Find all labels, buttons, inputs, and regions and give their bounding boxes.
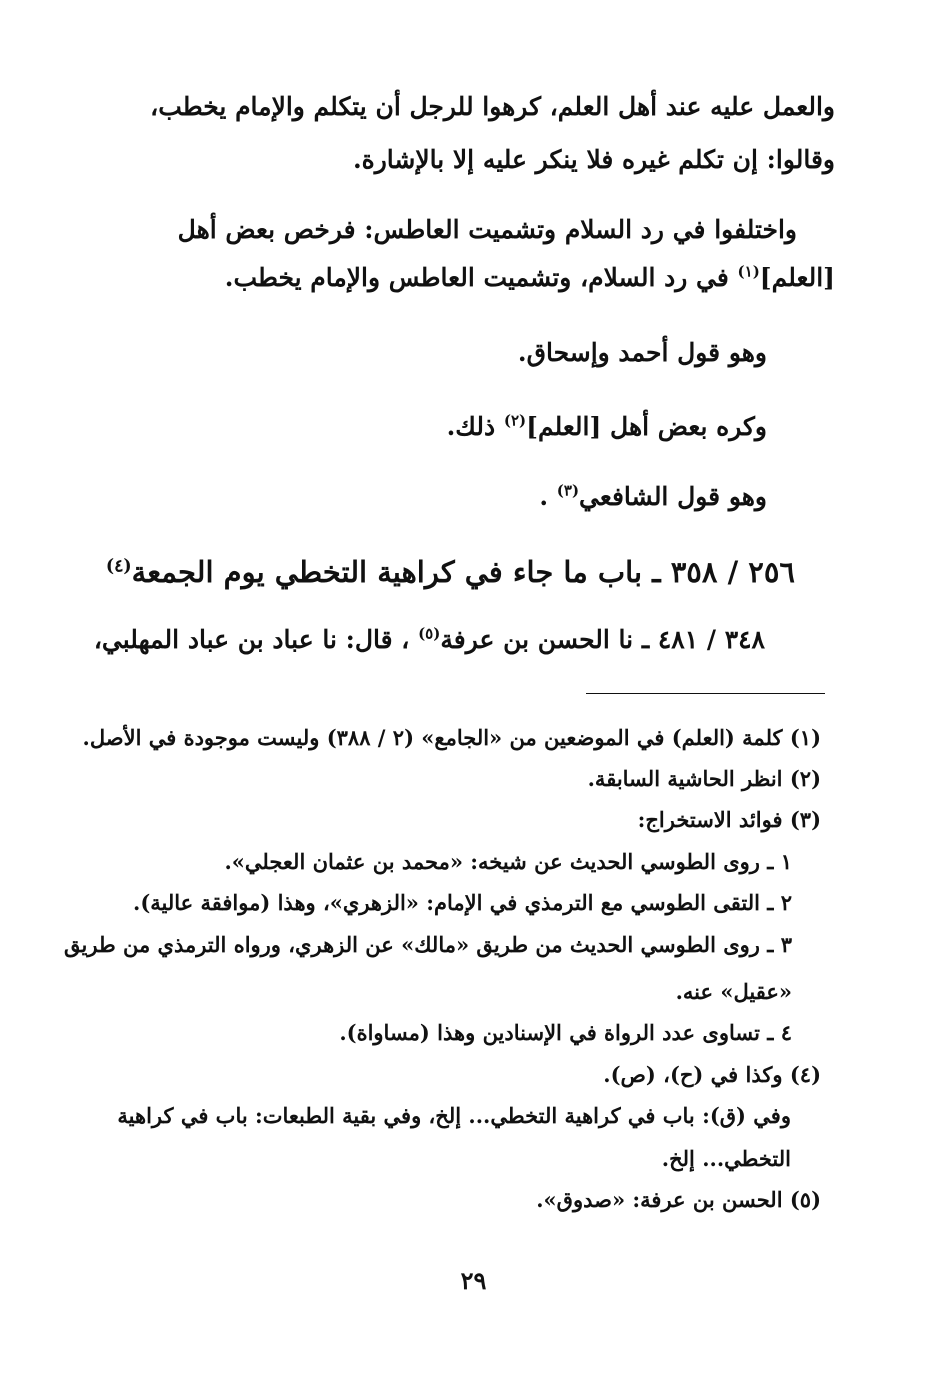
footnote-ref-5: (٥) bbox=[418, 624, 441, 643]
paragraph-2-line-2 bbox=[225, 263, 835, 292]
paragraph-2-rest: في رد السلام، وتشميت العاطس والإمام يخطب. bbox=[224, 263, 738, 292]
hadith-text: ٣٤٨ / ٤٨١ ـ نا الحسن بن عرفة bbox=[440, 625, 765, 654]
footnote-ref-4: (٤) bbox=[105, 556, 132, 577]
paragraph-2-line-1: واختلفوا في رد السلام وتشميت العاطس: فرخص بعض أهل bbox=[177, 215, 797, 244]
paragraph-3: وهو قول أحمد وإسحاق. bbox=[517, 338, 767, 367]
footnote-1: (١) كلمة (العلم) في الموضعين من «الجامع» (٢ / ٣٨٨) وليست موجودة في الأصل. bbox=[82, 725, 821, 750]
footnote-4-continuation-line-1: وفي (ق): باب في كراهية التخطي... إلخ، وفي بقية الطبعات: باب في كراهية bbox=[117, 1103, 791, 1128]
footnote-3-item-3-line-1: ٣ ـ روى الطوسي الحديث من طريق «مالك» عن الزهري، ورواه الترمذي من طريق bbox=[64, 932, 792, 957]
footnote-2: (٢) انظر الحاشية السابقة. bbox=[587, 766, 821, 791]
footnote-4-continuation-line-2: التخطي... إلخ. bbox=[661, 1146, 791, 1171]
page-number: ٢٩ bbox=[460, 1266, 487, 1295]
footnote-ref-2: (٢) bbox=[503, 411, 527, 430]
footnote-ref-1: (١) bbox=[737, 262, 760, 281]
paragraph-4 bbox=[447, 412, 767, 441]
paragraph-4-end: ذلك. bbox=[446, 412, 504, 441]
chapter-heading bbox=[106, 555, 795, 589]
hadith-text-end: ، قال: نا عباد بن عباد المهلبي، bbox=[93, 625, 419, 654]
paragraph-5 bbox=[539, 482, 767, 511]
paragraph-5-end: . bbox=[539, 482, 557, 511]
footnote-separator bbox=[586, 693, 825, 694]
paragraph-1-line-2: وقالوا: إن تكلم غيره فلا ينكر عليه إلا بالإشارة. bbox=[352, 145, 835, 174]
bracketed-word: [العلم] bbox=[759, 263, 835, 292]
footnote-3-item-4: ٤ ـ تساوى عدد الرواة في الإسنادين وهذا (مساواة). bbox=[339, 1020, 792, 1045]
hadith-line bbox=[94, 625, 765, 654]
footnote-3-item-1: ١ ـ روى الطوسي الحديث عن شيخه: «محمد بن عثمان العجلي». bbox=[224, 849, 792, 874]
footnote-ref-3: (٣) bbox=[556, 481, 580, 500]
paragraph-1-line-1: والعمل عليه عند أهل العلم، كرهوا للرجل أن يتكلم والإمام يخطب، bbox=[150, 92, 835, 121]
footnote-3-item-3-line-2: «عقيل» عنه. bbox=[675, 979, 792, 1004]
paragraph-5-text: وهو قول الشافعي bbox=[579, 482, 767, 511]
chapter-heading-text: ٢٥٦ / ٣٥٨ ـ باب ما جاء في كراهية التخطي يوم الجمعة bbox=[131, 555, 795, 589]
paragraph-4-text: وكره بعض أهل [العلم] bbox=[526, 412, 767, 441]
footnote-4: (٤) وكذا في (ح)، (ص). bbox=[603, 1062, 821, 1087]
footnote-5: (٥) الحسن بن عرفة: «صدوق». bbox=[536, 1187, 821, 1212]
footnote-3-item-2: ٢ ـ التقى الطوسي مع الترمذي في الإمام: «الزهري»، وهذا (موافقة عالية). bbox=[133, 890, 792, 915]
footnote-3: (٣) فوائد الاستخراج: bbox=[637, 807, 821, 832]
